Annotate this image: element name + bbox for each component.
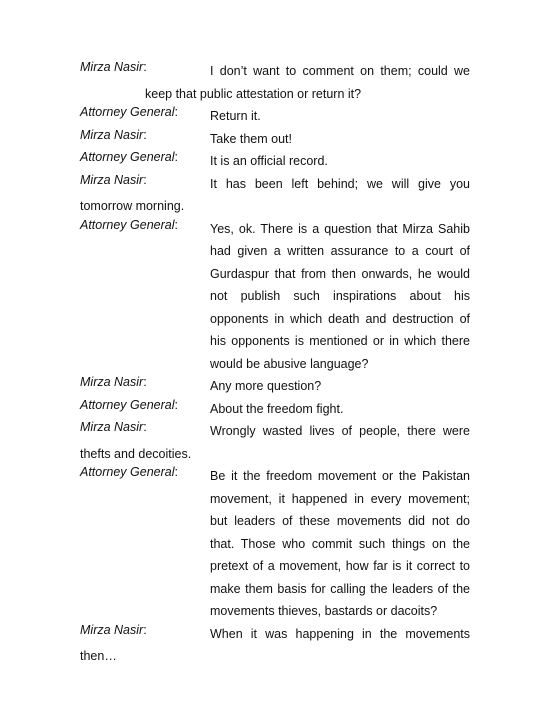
speech-line: About the freedom fight. — [210, 401, 344, 416]
speaker-name: Attorney General: — [80, 397, 178, 412]
speech-line: that. Those who commit such things on the — [210, 536, 470, 551]
transcript-entry — [80, 465, 470, 623]
transcript-entry — [80, 420, 470, 465]
transcript-entry — [80, 375, 470, 398]
transcript-entry — [80, 398, 470, 421]
speaker-name: Attorney General: — [80, 217, 178, 232]
transcript-entry — [80, 60, 470, 105]
speech-line: his opponents is mentioned or in which there — [210, 334, 470, 348]
speech-line: Take them out! — [210, 131, 292, 146]
speech-line: Any more question? — [210, 379, 322, 393]
speech-text — [80, 465, 470, 623]
transcript-entry — [80, 105, 470, 128]
speech-line: When it was happening in the movements — [210, 626, 470, 641]
speech-line: I don’t want to comment on them; could we — [210, 64, 470, 78]
speaker-name: Mirza Nasir: — [80, 172, 147, 187]
speaker-name: Attorney General: — [80, 105, 178, 119]
transcript-page — [80, 60, 470, 668]
speech-line: then… — [80, 649, 117, 663]
speech-line: Yes, ok. There is a question that Mirza Sahib — [210, 221, 470, 236]
speech-line: It has been left behind; we will give you — [210, 176, 470, 191]
speech-line: had given a written assurance to a court of — [210, 244, 470, 258]
speaker-name: Mirza Nasir: — [80, 622, 147, 637]
transcript-entry — [80, 150, 470, 173]
speech-line: keep that public attestation or return it? — [145, 86, 362, 101]
transcript-entry — [80, 173, 470, 218]
speech-line: thefts and decoities. — [80, 446, 192, 461]
speaker-name: Mirza Nasir: — [80, 127, 147, 142]
transcript-entry — [80, 218, 470, 376]
speech-line: opponents in which death and destruction of — [210, 311, 470, 326]
speech-line: pretext of a movement, how far is it correct to — [210, 559, 470, 573]
speaker-name: Attorney General: — [80, 150, 178, 164]
speech-line: movement, it happened in every movement; — [210, 491, 470, 506]
transcript-entry — [80, 623, 470, 668]
speaker-name: Mirza Nasir: — [80, 60, 147, 74]
speech-line: Gurdaspur that from then onwards, he would — [210, 266, 470, 281]
speech-line: Return it. — [210, 109, 261, 123]
speech-line: tomorrow morning. — [80, 199, 185, 213]
transcript-entry — [80, 128, 470, 151]
speech-line: It is an official record. — [210, 154, 328, 168]
speech-line: Be it the freedom movement or the Pakistan — [210, 469, 470, 483]
speaker-name: Mirza Nasir: — [80, 420, 147, 434]
speech-line: but leaders of these movements did not do — [210, 514, 470, 528]
speech-line: make them basis for calling the leaders of the — [210, 581, 470, 596]
speaker-name: Mirza Nasir: — [80, 375, 147, 389]
speech-text — [80, 218, 470, 376]
speech-line: Wrongly wasted lives of people, there were — [210, 424, 470, 438]
speech-line: movements thieves, bastards or dacoits? — [210, 604, 438, 618]
speaker-name: Attorney General: — [80, 465, 178, 479]
speech-line: not publish such inspirations about his — [210, 289, 470, 303]
speech-line: would be abusive language? — [210, 356, 369, 371]
